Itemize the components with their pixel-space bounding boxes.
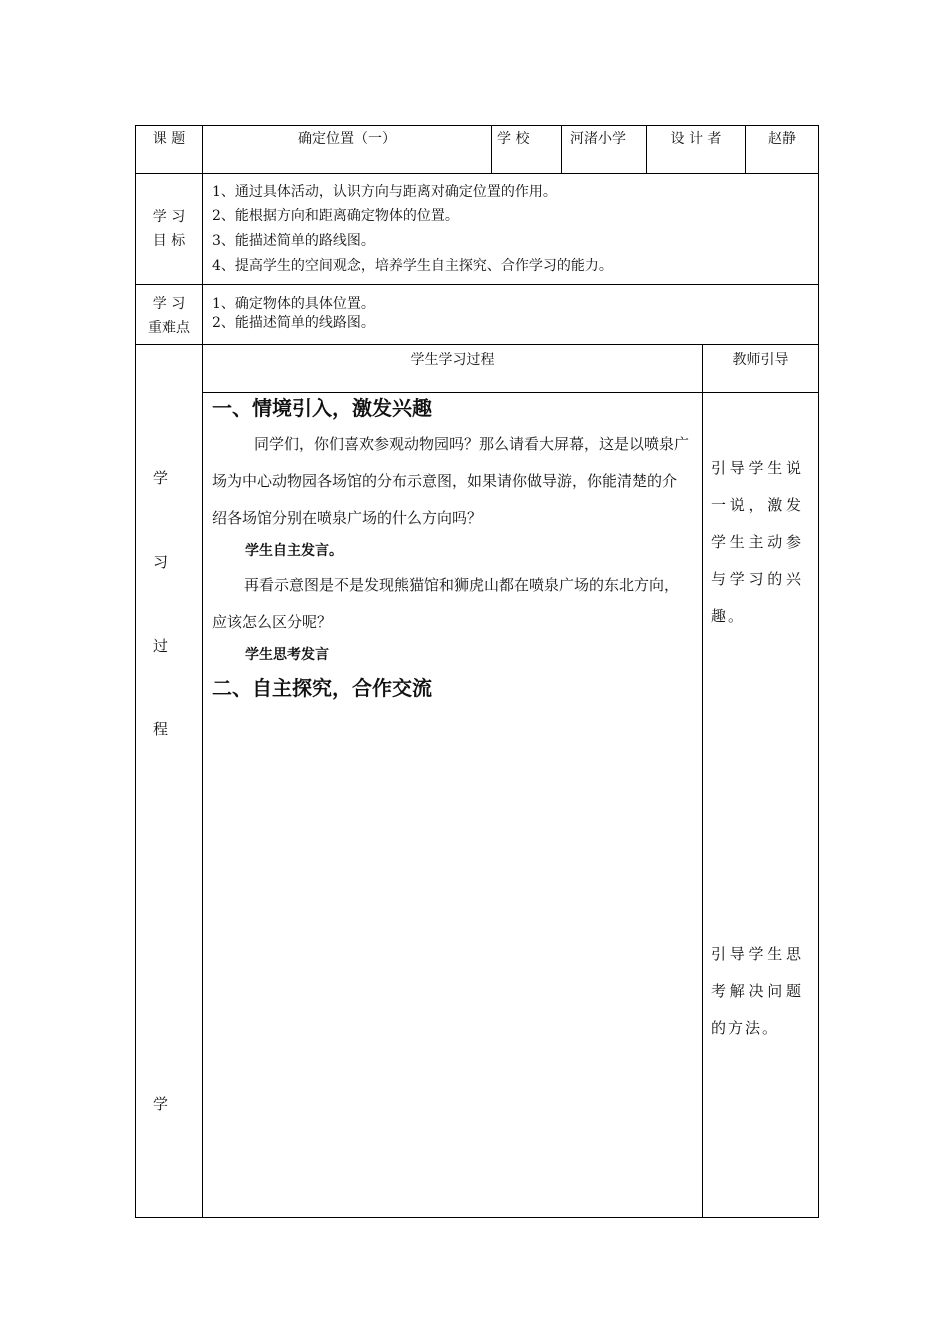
table-border-top	[135, 125, 819, 126]
keypoint-item: 2、能描述简单的线路图。	[212, 315, 375, 331]
column-divider-label	[202, 125, 203, 1218]
process-side-char: 习	[153, 553, 169, 571]
designer-value: 赵静	[768, 131, 796, 147]
objectives-label-line1: 学 习	[152, 209, 186, 225]
process-side-char: 程	[153, 720, 169, 738]
topic-value: 确定位置（一）	[298, 131, 396, 147]
teacher-guide-header: 教师引导	[732, 352, 789, 368]
row-divider-objectives	[135, 284, 819, 285]
column-divider-school-label	[491, 125, 492, 173]
process-side-char: 过	[153, 637, 169, 655]
student-note-1: 学生自主发言。	[245, 543, 343, 559]
section-1-paragraph-1	[212, 426, 690, 537]
keypoints-label-line1: 学 习	[152, 296, 186, 312]
objective-item: 2、能根据方向和距离确定物体的位置。	[212, 208, 459, 224]
section-1-title: 一、情境引入，激发兴趣	[212, 396, 432, 420]
objective-item: 1、通过具体活动，认识方向与距离对确定位置的作用。	[212, 184, 557, 200]
process-side-char: 学	[153, 469, 169, 487]
keypoint-item: 1、确定物体的具体位置。	[212, 296, 375, 312]
paragraph-2-text: 再看示意图是不是发现熊猫馆和狮虎山都在喷泉广场的东北方向，应该怎么区分呢？	[212, 576, 680, 631]
section-1-paragraph-2	[212, 567, 690, 641]
process-side-char: 学	[153, 1095, 169, 1113]
row-divider-keypoints	[135, 344, 819, 345]
table-border-right	[818, 125, 819, 1218]
keypoints-label-line2: 重难点	[148, 320, 190, 336]
column-divider-school-value	[561, 125, 562, 173]
student-note-2: 学生思考发言	[245, 647, 329, 663]
topic-label: 课 题	[152, 131, 186, 147]
section-2-title: 二、自主探究，合作交流	[212, 676, 432, 700]
objectives-label-line2: 目 标	[152, 233, 186, 249]
row-divider-header	[135, 173, 819, 174]
table-border-bottom	[135, 1217, 819, 1218]
paragraph-1-text: 同学们，你们喜欢参观动物园吗？那么请看大屏幕，这是以喷泉广场为中心动物园各场馆的分布示意图，如果请你做导游，你能清楚的介绍各场馆分别在喷泉广场的什么方向吗？	[212, 435, 690, 527]
row-divider-process-header	[202, 392, 819, 393]
column-divider-teacher	[702, 344, 703, 1218]
teacher-guide-1: 引导学生说一说，激发学生主动参与学习的兴趣。	[711, 459, 803, 625]
student-process-header: 学生学习过程	[410, 352, 495, 368]
objective-item: 4、提高学生的空间观念，培养学生自主探究、合作学习的能力。	[212, 258, 613, 274]
teacher-guide-2: 引导学生思考解决问题的方法。	[711, 945, 803, 1037]
table-border-left	[135, 125, 136, 1218]
designer-label: 设 计 者	[670, 131, 722, 147]
school-label: 学 校	[497, 131, 530, 147]
objective-item: 3、能描述简单的路线图。	[212, 233, 375, 249]
school-value: 河渚小学	[570, 131, 626, 147]
